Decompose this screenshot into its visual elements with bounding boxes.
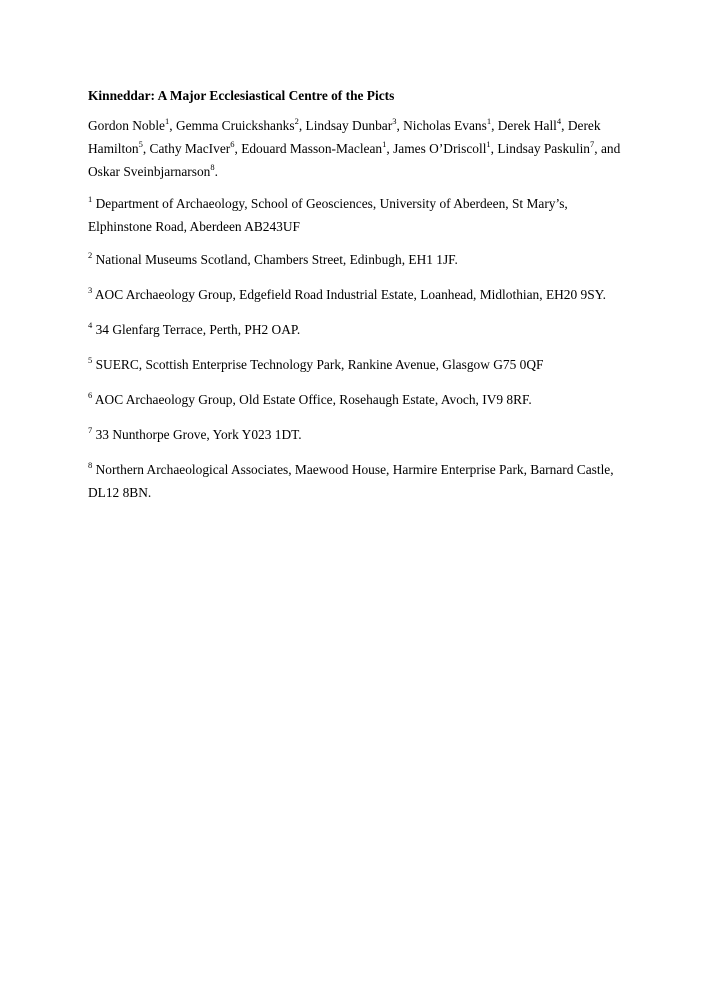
affiliation-number: 4 [88,319,93,330]
affiliation-number: 5 [88,354,93,365]
affiliation-marker: 7 [590,138,595,149]
affiliation-number: 1 [88,193,93,204]
author-name: Lindsay Paskulin [497,141,590,156]
author-list [88,114,628,183]
affiliation-1 [88,192,628,238]
affiliation-6 [88,388,628,411]
author-name: Cathy MacIver [149,141,231,156]
title-block [88,84,628,514]
affiliation-marker: 6 [230,138,235,149]
affiliation-marker: 1 [486,115,492,126]
affiliation-4 [88,318,628,341]
affiliation-marker: 1 [382,138,387,149]
author-name: Edouard Masson-Maclean [241,141,383,156]
affiliation-number: 3 [88,284,93,295]
affiliation-marker: 4 [556,115,562,126]
affiliation-text: National Museums Scotland, Chambers Street, Edinbugh, EH1 1JF. [95,252,458,267]
affiliation-text: 33 Nunthorpe Grove, York Y023 1DT. [95,427,302,442]
affiliation-2 [88,248,628,271]
affiliation-marker: 1 [164,115,170,126]
author-separator: . [214,164,218,179]
affiliation-marker: 1 [486,138,491,149]
author-name: Oskar Sveinbjarnarson [88,164,211,179]
author-separator: , [561,118,568,133]
author-separator: , [490,141,498,156]
author-name: James O’Driscoll [393,141,487,156]
author-separator: , [169,118,176,133]
affiliation-marker: 3 [392,115,397,126]
author-separator: , [396,118,404,133]
affiliation-5 [88,353,628,376]
affiliation-text: Northern Archaeological Associates, Maewood House, Harmire Enterprise Park, Barnard Castle, DL12 8BN. [88,462,614,500]
affiliation-text: AOC Archaeology Group, Edgefield Road Industrial Estate, Loanhead, Midlothian, EH20 9SY. [94,287,606,302]
affiliation-number: 6 [88,389,93,400]
author-name: Gemma Cruickshanks [175,118,295,133]
affiliation-number: 2 [88,249,93,260]
affiliation-text: SUERC, Scottish Enterprise Technology Park, Rankine Avenue, Glasgow G75 0QF [95,357,544,372]
paper-title: Kinneddar: A Major Ecclesiastical Centre of the Picts [88,88,395,103]
affiliation-number: 8 [88,459,93,470]
author-name: Gordon Noble [88,118,165,133]
affiliation-3 [88,283,628,306]
affiliation-text: 34 Glenfarg Terrace, Perth, PH2 OAP. [95,322,301,337]
affiliation-marker: 8 [210,161,215,172]
author-separator: , [386,141,394,156]
author-name: Derek Hall [497,118,557,133]
affiliation-8 [88,458,628,504]
affiliation-marker: 2 [294,115,299,126]
affiliation-text: AOC Archaeology Group, Old Estate Office, Rosehaugh Estate, Avoch, IV9 8RF. [94,392,532,407]
author-name: Nicholas Evans [403,118,487,133]
author-separator: , [298,118,306,133]
author-name: Lindsay Dunbar [305,118,393,133]
author-separator: , and [594,141,621,156]
affiliation-7 [88,423,628,446]
author-name: Derek Hamilton [88,118,601,156]
author-separator: , [142,141,150,156]
author-separator: , [491,118,498,133]
affiliation-marker: 5 [138,138,143,149]
affiliation-number: 7 [88,424,93,435]
author-separator: , [234,141,242,156]
affiliation-text: Department of Archaeology, School of Geosciences, University of Aberdeen, St Mary’s, Elphinstone Road, Aberdeen AB243UF [88,196,568,234]
